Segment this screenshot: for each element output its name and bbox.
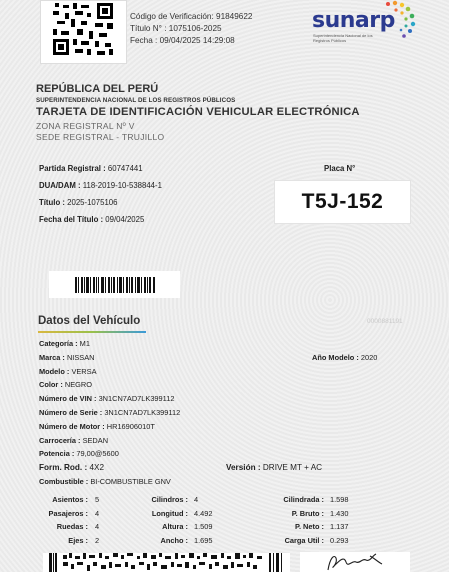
- verification-block: [130, 11, 252, 47]
- vin-row: [39, 394, 174, 403]
- modelo-value: VERSA: [71, 367, 97, 376]
- header-sede: SEDE REGISTRAL - TRUJILLO: [36, 132, 165, 142]
- carroceria-label: Carrocería :: [39, 436, 81, 445]
- form-rod-value: 4X2: [89, 463, 105, 472]
- header-superintendencia: SUPERINTENDENCIA NACIONAL DE LOS REGISTROS PÚBLICOS: [36, 97, 236, 104]
- pasajeros-label: Pasajeros :: [48, 509, 88, 518]
- marca-label: Marca :: [39, 353, 65, 362]
- titulo-row: [39, 198, 117, 207]
- ruedas-label: Ruedas :: [56, 522, 88, 531]
- marca-row: [39, 353, 94, 362]
- dua-row: [39, 181, 162, 190]
- asientos-label: Asientos :: [52, 495, 88, 504]
- dua-value: 118-2019-10-538844-1: [82, 181, 162, 190]
- anio-row: [312, 353, 377, 362]
- potencia-value: 79,00@5600: [76, 449, 119, 458]
- carga-util-label: Carga Util :: [284, 536, 324, 545]
- version-row: [226, 463, 322, 472]
- asientos-value: 5: [95, 495, 100, 504]
- ancho-value: 1.695: [194, 536, 213, 545]
- anio-value: 2020: [360, 353, 378, 362]
- carroceria-value: SEDAN: [82, 436, 109, 445]
- ejes-label: Ejes :: [68, 536, 88, 545]
- motor-row: [39, 422, 155, 431]
- categoria-label: Categoría :: [39, 339, 78, 348]
- serie-value: 3N1CN7AD7LK399112: [104, 408, 181, 417]
- ancho-label: Ancho :: [160, 536, 188, 545]
- header-tarjeta: TARJETA DE IDENTIFICACIÓN VEHICULAR ELECTRÓNICA: [36, 106, 360, 118]
- cilindrada-value: 1.598: [330, 495, 349, 504]
- longitud-label: Longitud :: [151, 509, 188, 518]
- partida-value: 60747441: [107, 164, 143, 173]
- form-rod-label: Form. Rod. :: [39, 463, 88, 472]
- color-label: Color :: [39, 380, 63, 389]
- partida-row: [39, 164, 143, 173]
- header-republica: REPÚBLICA DEL PERÚ: [36, 83, 159, 95]
- bottom-barcode: [43, 553, 290, 572]
- combustible-value: BI-COMBUSTIBLE GNV: [90, 477, 171, 486]
- pdf417-barcode-icon: [43, 553, 290, 572]
- dua-label: DUA/DAM :: [39, 181, 81, 190]
- partida-label: Partida Registral :: [39, 164, 106, 173]
- section-number: 0000881191: [367, 318, 403, 325]
- logo-wordmark: sunarp: [312, 8, 395, 33]
- categoria-row: [39, 339, 90, 348]
- vin-label: Número de VIN :: [39, 394, 97, 403]
- motor-label: Número de Motor :: [39, 422, 105, 431]
- qr-code: [40, 0, 127, 64]
- pasajeros-value: 4: [95, 509, 100, 518]
- anio-label: Año Modelo :: [312, 353, 359, 362]
- verification-titulo: Título N° : 1075106-2025: [130, 24, 222, 33]
- version-label: Versión :: [226, 463, 261, 472]
- cilindros-value: 4: [194, 495, 199, 504]
- potencia-label: Potencia :: [39, 449, 75, 458]
- titulo-value: 2025-1075106: [67, 198, 118, 207]
- modelo-label: Modelo :: [39, 367, 70, 376]
- potencia-row: [39, 449, 119, 458]
- form-rod-row: [39, 463, 104, 472]
- cilindros-label: Cilindros :: [151, 495, 188, 504]
- fecha-label: Fecha del Título :: [39, 215, 104, 224]
- longitud-value: 4.492: [194, 509, 213, 518]
- version-value: DRIVE MT + AC: [262, 463, 323, 472]
- signature-icon: [300, 552, 410, 572]
- sunarp-logo: [310, 0, 420, 50]
- logo-subtitle: Superintendencia Nacional de los Registros Públicos: [313, 33, 373, 43]
- fecha-row: [39, 215, 144, 224]
- altura-label: Altura :: [162, 522, 188, 531]
- titulo-label: Título :: [39, 198, 65, 207]
- barcode-icon: [75, 277, 155, 293]
- categoria-value: M1: [79, 339, 90, 348]
- logo-dots-icon: [370, 0, 420, 48]
- section-title: Datos del Vehículo: [38, 315, 141, 327]
- combustible-label: Combustible :: [39, 477, 89, 486]
- serie-row: [39, 408, 180, 417]
- peso-neto-value: 1.137: [330, 522, 349, 531]
- verification-fecha: Fecha : 09/04/2025 14:29:08: [130, 36, 235, 45]
- verification-code: Código de Verificación: 91849622: [130, 12, 253, 21]
- motor-value: HR16906010T: [106, 422, 155, 431]
- section-underline: [38, 331, 146, 333]
- marca-value: NISSAN: [66, 353, 95, 362]
- carga-util-value: 0.293: [330, 536, 349, 545]
- serie-label: Número de Serie :: [39, 408, 103, 417]
- qr-code-icon: [51, 1, 115, 57]
- barcode: [49, 271, 180, 298]
- carroceria-row: [39, 436, 108, 445]
- vin-value: 3N1CN7AD7LK399112: [98, 394, 175, 403]
- placa-label: Placa N°: [324, 164, 356, 173]
- altura-value: 1.509: [194, 522, 213, 531]
- color-row: [39, 380, 92, 389]
- cilindrada-label: Cilindrada :: [283, 495, 324, 504]
- ejes-value: 2: [95, 536, 100, 545]
- modelo-row: [39, 367, 97, 376]
- ruedas-value: 4: [95, 522, 100, 531]
- fecha-value: 09/04/2025: [105, 215, 145, 224]
- peso-bruto-value: 1.430: [330, 509, 349, 518]
- placa-value: T5J-152: [274, 180, 411, 224]
- signature: [300, 552, 410, 572]
- combustible-row: [39, 477, 171, 486]
- color-value: NEGRO: [64, 380, 92, 389]
- peso-neto-label: P. Neto :: [294, 522, 324, 531]
- header-zona: ZONA REGISTRAL Nº V: [36, 121, 135, 131]
- peso-bruto-label: P. Bruto :: [291, 509, 324, 518]
